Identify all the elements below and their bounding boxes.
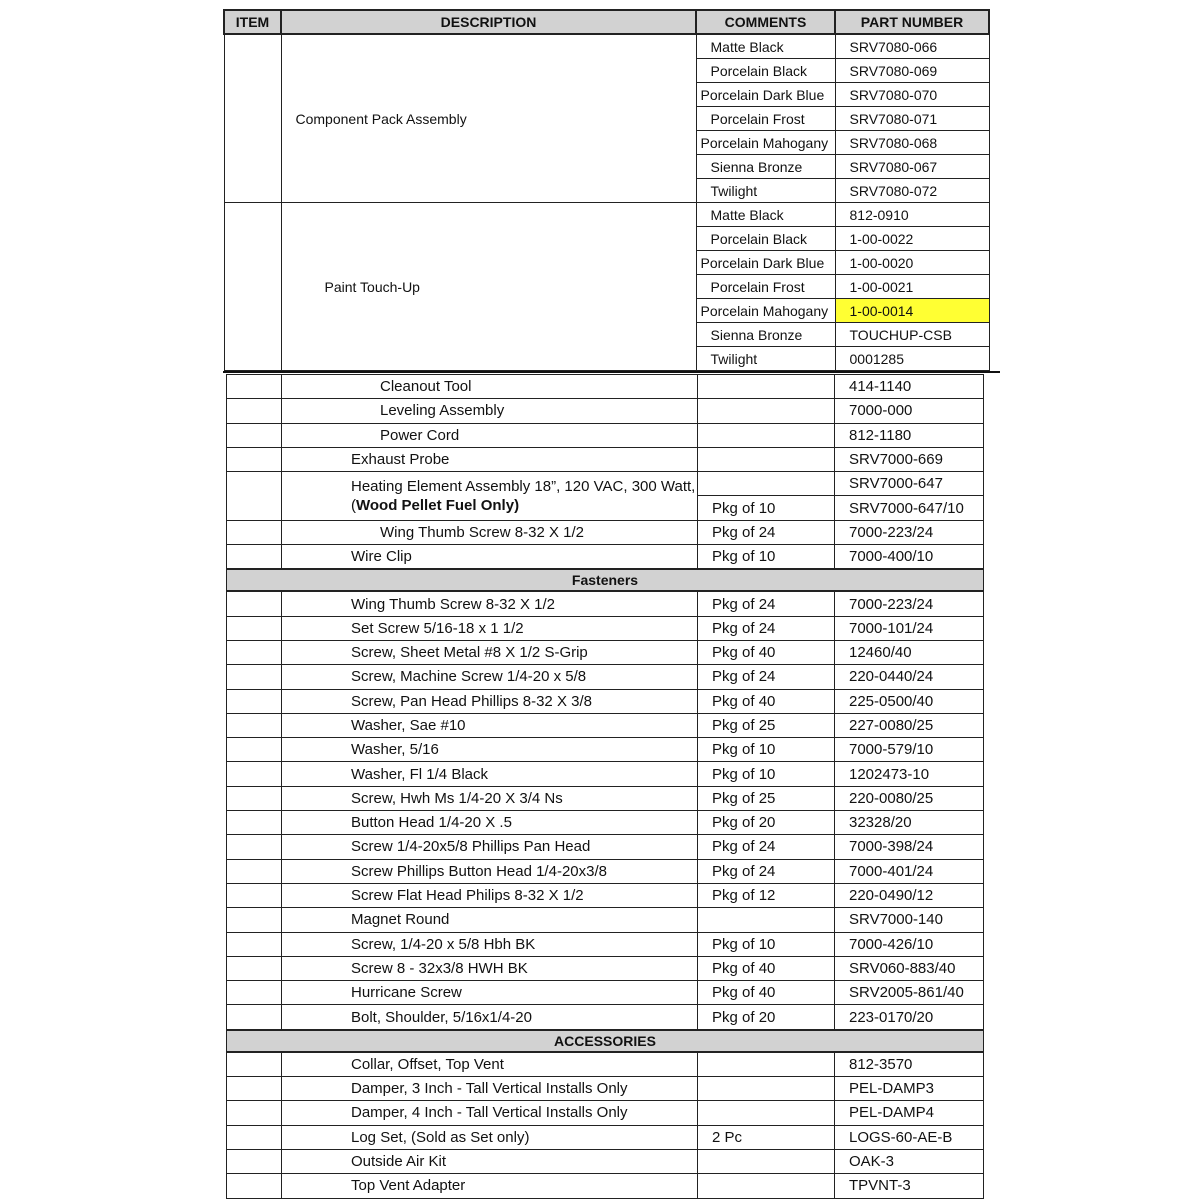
- table-row: [227, 883, 984, 907]
- item-cell: [227, 689, 282, 713]
- item-cell: [227, 932, 282, 956]
- table-row: [227, 932, 984, 956]
- accessories-section-header: [227, 1030, 984, 1052]
- table-row: [227, 689, 984, 713]
- part-number-cell: 1-00-0021: [835, 275, 989, 299]
- item-cell: [227, 1125, 282, 1149]
- description-cell: Bolt, Shoulder, 5/16x1/4-20: [282, 1005, 698, 1030]
- comment-cell: Twilight: [696, 179, 835, 203]
- description-cell: Wing Thumb Screw 8-32 X 1/2: [282, 520, 698, 544]
- item-cell: [227, 399, 282, 423]
- list-item: [227, 399, 984, 423]
- accessories-section-header-title: ACCESSORIES: [227, 1030, 984, 1052]
- item-cell: [227, 423, 282, 447]
- description-cell: Screw Flat Head Philips 8-32 X 1/2: [282, 883, 698, 907]
- list-item: [227, 447, 984, 471]
- fasteners-section-header-title: Fasteners: [227, 569, 984, 591]
- item-cell: [227, 811, 282, 835]
- section-divider: [223, 371, 1000, 373]
- part-number-cell: 812-1180: [835, 423, 984, 447]
- item-cell: [227, 591, 282, 616]
- description-cell: Set Screw 5/16-18 x 1 1/2: [282, 616, 698, 640]
- table-row: [227, 616, 984, 640]
- comment-cell: Pkg of 24: [698, 591, 835, 616]
- comment-cell: [698, 399, 835, 423]
- comment-cell: Porcelain Black: [696, 227, 835, 251]
- table-row: [227, 738, 984, 762]
- part-number-cell: PEL-DAMP4: [835, 1101, 984, 1125]
- part-number-cell: 12460/40: [835, 640, 984, 664]
- comment-cell: Pkg of 10: [698, 762, 835, 786]
- parts-table: [226, 374, 984, 1199]
- comment-cell: Pkg of 10: [698, 496, 835, 520]
- item-cell: [227, 545, 282, 570]
- description-cell: Screw 1/4-20x5/8 Phillips Pan Head: [282, 835, 698, 859]
- description-cell: Magnet Round: [282, 908, 698, 932]
- comment-cell: 2 Pc: [698, 1125, 835, 1149]
- part-number-cell: SRV060-883/40: [835, 956, 984, 980]
- part-number-cell: 7000-223/24: [835, 520, 984, 544]
- description-cell: Hurricane Screw: [282, 981, 698, 1005]
- heating-element-row: [227, 472, 984, 496]
- part-number-cell: LOGS-60-AE-B: [835, 1125, 984, 1149]
- part-number-cell: SRV7080-069: [835, 59, 989, 83]
- comment-cell: [698, 1052, 835, 1077]
- description-cell: [282, 472, 698, 521]
- comment-cell: Pkg of 40: [698, 689, 835, 713]
- table-row: [227, 1125, 984, 1149]
- part-number-cell: 220-0080/25: [835, 786, 984, 810]
- comment-cell: Pkg of 24: [698, 520, 835, 544]
- header-part-number: PART NUMBER: [835, 10, 989, 34]
- item-cell: [227, 375, 282, 399]
- description-cell: Power Cord: [282, 423, 698, 447]
- item-cell: [227, 1005, 282, 1030]
- part-number-cell: 7000-400/10: [835, 545, 984, 570]
- part-number-cell: PEL-DAMP3: [835, 1077, 984, 1101]
- comment-cell: Pkg of 25: [698, 713, 835, 737]
- part-number-cell: SRV7080-071: [835, 107, 989, 131]
- description-cell: Screw, Pan Head Phillips 8-32 X 3/8: [282, 689, 698, 713]
- comment-cell: Porcelain Frost: [696, 107, 835, 131]
- part-number-cell: SRV7000-140: [835, 908, 984, 932]
- table-row: [227, 981, 984, 1005]
- item-cell: [227, 1052, 282, 1077]
- comment-cell: Pkg of 40: [698, 981, 835, 1005]
- part-number-cell: 7000-223/24: [835, 591, 984, 616]
- description-cell: Collar, Offset, Top Vent: [282, 1052, 698, 1077]
- comment-cell: [698, 1149, 835, 1173]
- part-number-cell: TPVNT-3: [835, 1174, 984, 1198]
- table-row: [227, 859, 984, 883]
- description-cell: Washer, Fl 1/4 Black: [282, 762, 698, 786]
- item-cell: [227, 520, 282, 544]
- table-row: [227, 640, 984, 664]
- part-number-cell: 7000-000: [835, 399, 984, 423]
- item-cell: [227, 1077, 282, 1101]
- description-cell: Log Set, (Sold as Set only): [282, 1125, 698, 1149]
- table-row: [227, 1052, 984, 1077]
- comment-cell: [698, 423, 835, 447]
- item-cell: [227, 981, 282, 1005]
- description-cell: Washer, 5/16: [282, 738, 698, 762]
- description-cell: Exhaust Probe: [282, 447, 698, 471]
- description-cell: Screw, Sheet Metal #8 X 1/2 S-Grip: [282, 640, 698, 664]
- item-cell: [227, 1149, 282, 1173]
- item-cell: [227, 713, 282, 737]
- description-cell: Damper, 4 Inch - Tall Vertical Installs Only: [282, 1101, 698, 1125]
- description-cell: Outside Air Kit: [282, 1149, 698, 1173]
- part-number-cell: 227-0080/25: [835, 713, 984, 737]
- table-row: [227, 956, 984, 980]
- table-row: [227, 1101, 984, 1125]
- color-parts-table: [223, 9, 990, 371]
- paint-touchup-row: [224, 203, 989, 227]
- item-cell: [227, 883, 282, 907]
- list-item: [227, 423, 984, 447]
- heating-desc-bold: Wood Pellet Fuel Only): [356, 496, 520, 514]
- part-number-cell: 1-00-0014: [835, 299, 989, 323]
- table-row: [227, 665, 984, 689]
- description-cell: Screw, 1/4-20 x 5/8 Hbh BK: [282, 932, 698, 956]
- part-number-cell: 220-0440/24: [835, 665, 984, 689]
- comment-cell: Pkg of 25: [698, 786, 835, 810]
- part-number-cell: 7000-426/10: [835, 932, 984, 956]
- table-row: [227, 1005, 984, 1030]
- list-item: [227, 375, 984, 399]
- item-cell: [224, 34, 281, 203]
- description-cell: Screw Phillips Button Head 1/4-20x3/8: [282, 859, 698, 883]
- description-cell: Button Head 1/4-20 X .5: [282, 811, 698, 835]
- item-cell: [227, 447, 282, 471]
- comment-cell: [698, 1174, 835, 1198]
- comment-cell: [698, 447, 835, 471]
- comment-cell: [698, 908, 835, 932]
- comment-cell: Pkg of 10: [698, 738, 835, 762]
- table-row: [227, 1149, 984, 1173]
- comment-cell: Porcelain Black: [696, 59, 835, 83]
- heating-desc-line1: Heating Element Assembly 18”, 120 VAC, 300 Watt,: [351, 477, 696, 495]
- description-cell: Cleanout Tool: [282, 375, 698, 399]
- comment-cell: [698, 1077, 835, 1101]
- item-cell: [227, 1101, 282, 1125]
- part-number-cell: 1-00-0020: [835, 251, 989, 275]
- description-cell: Washer, Sae #10: [282, 713, 698, 737]
- description-cell: Screw, Hwh Ms 1/4-20 X 3/4 Ns: [282, 786, 698, 810]
- comment-cell: Pkg of 24: [698, 859, 835, 883]
- part-number-cell: SRV7000-669: [835, 447, 984, 471]
- part-number-cell: 32328/20: [835, 811, 984, 835]
- table-row: [227, 908, 984, 932]
- item-cell: [227, 762, 282, 786]
- heating-desc-prefix: (: [351, 496, 356, 514]
- part-number-cell: 7000-398/24: [835, 835, 984, 859]
- item-cell: [227, 1174, 282, 1198]
- part-number-cell: 0001285: [835, 347, 989, 371]
- part-number-cell: SRV7080-070: [835, 83, 989, 107]
- table-row: [227, 786, 984, 810]
- part-number-cell: 7000-101/24: [835, 616, 984, 640]
- comment-cell: Matte Black: [696, 203, 835, 227]
- part-number-cell: 225-0500/40: [835, 689, 984, 713]
- part-number-cell: 220-0490/12: [835, 883, 984, 907]
- comment-cell: [698, 1101, 835, 1125]
- item-cell: [224, 203, 281, 371]
- description-cell: Damper, 3 Inch - Tall Vertical Installs Only: [282, 1077, 698, 1101]
- header-description: DESCRIPTION: [281, 10, 696, 34]
- item-cell: [227, 738, 282, 762]
- item-cell: [227, 835, 282, 859]
- part-number-cell: SRV7080-067: [835, 155, 989, 179]
- header-item: ITEM: [224, 10, 281, 34]
- part-number-cell: 1-00-0022: [835, 227, 989, 251]
- comment-cell: Sienna Bronze: [696, 323, 835, 347]
- part-number-cell: 7000-401/24: [835, 859, 984, 883]
- description-cell: Wing Thumb Screw 8-32 X 1/2: [282, 591, 698, 616]
- comment-cell: Pkg of 20: [698, 811, 835, 835]
- item-cell: [227, 786, 282, 810]
- description-cell: Leveling Assembly: [282, 399, 698, 423]
- header-comments: COMMENTS: [696, 10, 835, 34]
- comment-cell: Pkg of 24: [698, 835, 835, 859]
- description-cell: Screw 8 - 32x3/8 HWH BK: [282, 956, 698, 980]
- comment-cell: Pkg of 40: [698, 956, 835, 980]
- item-cell: [227, 665, 282, 689]
- fasteners-section-header: [227, 569, 984, 591]
- part-number-cell: 223-0170/20: [835, 1005, 984, 1030]
- comment-cell: Porcelain Mahogany: [696, 131, 835, 155]
- comment-cell: Pkg of 10: [698, 545, 835, 570]
- table-row: [227, 713, 984, 737]
- list-item: [227, 545, 984, 570]
- part-number-cell: 1202473-10: [835, 762, 984, 786]
- comment-cell: Matte Black: [696, 34, 835, 59]
- component-pack-row: [224, 34, 989, 59]
- part-number-cell: 812-3570: [835, 1052, 984, 1077]
- comment-cell: Porcelain Mahogany: [696, 299, 835, 323]
- comment-cell: Pkg of 24: [698, 665, 835, 689]
- item-cell: [227, 616, 282, 640]
- comment-cell: Porcelain Frost: [696, 275, 835, 299]
- table-row: [227, 811, 984, 835]
- table-row: [227, 762, 984, 786]
- table-row: [227, 591, 984, 616]
- description-cell: Wire Clip: [282, 545, 698, 570]
- comment-cell: [698, 472, 835, 496]
- comment-cell: Porcelain Dark Blue: [696, 251, 835, 275]
- comment-cell: Pkg of 40: [698, 640, 835, 664]
- part-number-cell: 7000-579/10: [835, 738, 984, 762]
- comment-cell: [698, 375, 835, 399]
- comment-cell: Twilight: [696, 347, 835, 371]
- description-cell: Top Vent Adapter: [282, 1174, 698, 1198]
- description-cell: Screw, Machine Screw 1/4-20 x 5/8: [282, 665, 698, 689]
- paint-touchup-description: Paint Touch-Up: [281, 203, 696, 371]
- list-item: [227, 520, 984, 544]
- comment-cell: Porcelain Dark Blue: [696, 83, 835, 107]
- part-number-cell: 812-0910: [835, 203, 989, 227]
- component-pack-description: Component Pack Assembly: [281, 34, 696, 203]
- part-number-cell: SRV7000-647/10: [835, 496, 984, 520]
- table-row: [227, 1077, 984, 1101]
- item-cell: [227, 640, 282, 664]
- part-number-cell: TOUCHUP-CSB: [835, 323, 989, 347]
- part-number-cell: OAK-3: [835, 1149, 984, 1173]
- part-number-cell: SRV7080-066: [835, 34, 989, 59]
- comment-cell: Pkg of 24: [698, 616, 835, 640]
- comment-cell: Sienna Bronze: [696, 155, 835, 179]
- comment-cell: Pkg of 10: [698, 932, 835, 956]
- part-number-cell: 414-1140: [835, 375, 984, 399]
- item-cell: [227, 859, 282, 883]
- part-number-cell: SRV7000-647: [835, 472, 984, 496]
- table-row: [227, 1174, 984, 1198]
- comment-cell: Pkg of 20: [698, 1005, 835, 1030]
- part-number-cell: SRV7080-068: [835, 131, 989, 155]
- item-cell: [227, 908, 282, 932]
- part-number-cell: SRV2005-861/40: [835, 981, 984, 1005]
- item-cell: [227, 956, 282, 980]
- table-row: [227, 835, 984, 859]
- comment-cell: Pkg of 12: [698, 883, 835, 907]
- part-number-cell: SRV7080-072: [835, 179, 989, 203]
- item-cell: [227, 472, 282, 521]
